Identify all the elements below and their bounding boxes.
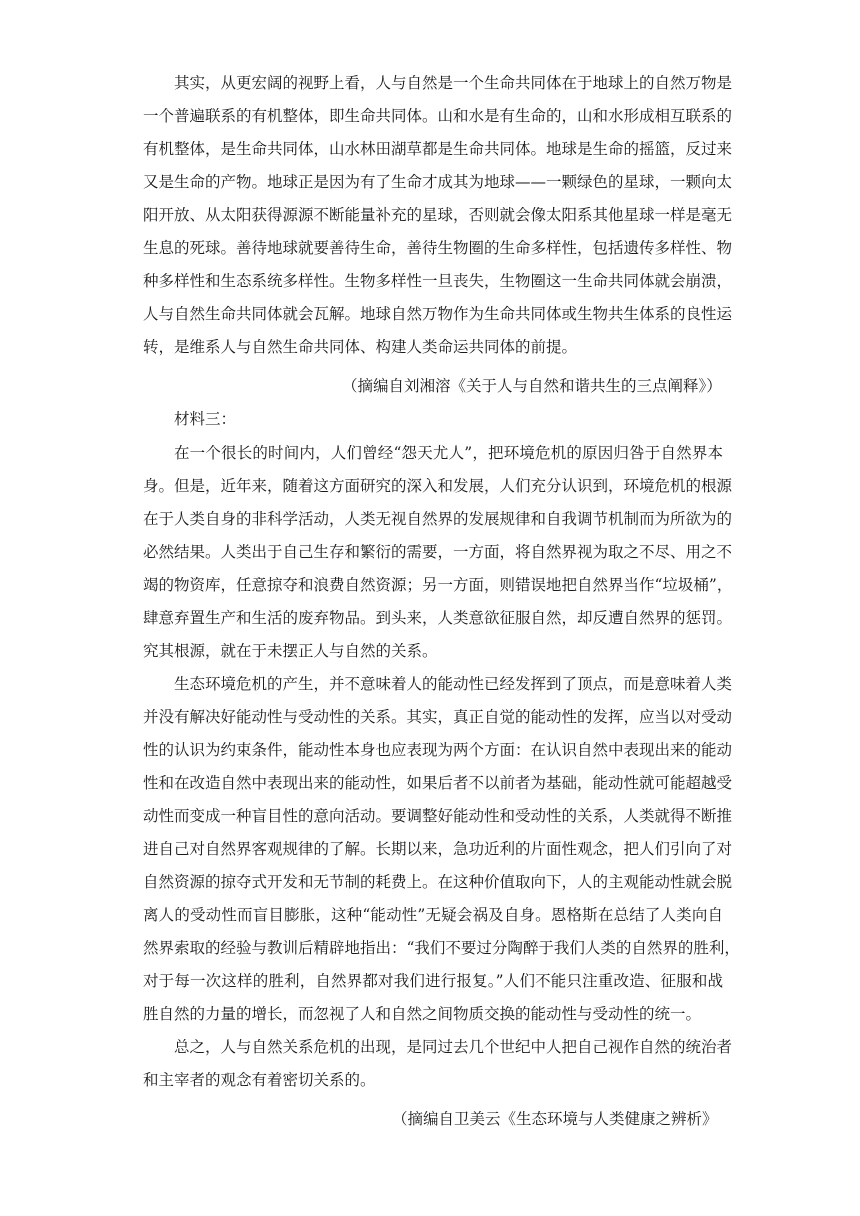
paragraph3-line: 性和在改造自然中表现出来的能动性，如果后者不以前者为基础，能动性就可能超越受 <box>143 774 733 792</box>
paragraph2-line: 必然结果。人类出于自己生存和繁衍的需要，一方面，将自然界视为取之不尽、用之不 <box>143 543 733 561</box>
paragraph1-line: 阳开放、从太阳获得源源不断能量补充的星球，否则就会像太阳系其他星球一样是毫无 <box>143 206 733 224</box>
paragraph2-line: 究其根源，就在于未摆正人与自然的关系。 <box>143 642 438 660</box>
paragraph3-line: 对于每一次这样的胜利，自然界都对我们进行报复。”人们不能只注重改造、征服和战 <box>143 972 723 990</box>
source-citation-1: （摘编自刘湘溶《关于人与自然和谐共生的三点阐释》） <box>342 377 722 395</box>
paragraph2-line: 在一个很长的时间内，人们曾经“怨天尤人”，把环境危机的原因归咎于自然界本 <box>174 444 723 462</box>
paragraph1-line: 又是生命的产物。地球正是因为有了生命才成其为地球——一颗绿色的星球，一颗向太 <box>143 173 733 191</box>
paragraph3-line: 并没有解决好能动性与受动性的关系。其实，真正自觉的能动性的发挥，应当以对受动 <box>143 708 733 726</box>
material3-label: 材料三： <box>174 410 237 428</box>
paragraph3-line: 离人的受动性而盲目膨胀，这种“能动性”无疑会祸及自身。恩格斯在总结了人类向自 <box>143 906 723 924</box>
paragraph4-line: 总之，人与自然关系危机的出现，是同过去几个世纪中人把自己视作自然的统治者 <box>174 1038 733 1056</box>
paragraph4-line: 和主宰者的观念有着密切关系的。 <box>143 1071 376 1089</box>
paragraph1-line: 人与自然生命共同体就会瓦解。地球自然万物作为生命共同体或生物共生体系的良性运 <box>143 305 733 323</box>
paragraph3-line: 自然资源的掠夺式开发和无节制的耗费上。在这种价值取向下，人的主观能动性就会脱 <box>143 873 733 891</box>
paragraph1-line: 生息的死球。善待地球就要善待生命，善待生物圈的生命多样性，包括遗传多样性、物 <box>143 239 733 257</box>
paragraph1-line: 种多样性和生态系统多样性。生物多样性一旦丧失，生物圈这一生命共同体就会崩溃， <box>143 272 733 290</box>
paragraph2-line: 竭的物资库，任意掠夺和浪费自然资源；另一方面，则错误地把自然界当作“垃圾桶”， <box>143 576 733 594</box>
paragraph1-line: 转，是维系人与自然生命共同体、构建人类命运共同体的前提。 <box>143 338 578 356</box>
paragraph2-line: 肆意弃置生产和生活的废弃物品。到头来，人类意欲征服自然，却反遭自然界的惩罚。 <box>143 609 733 627</box>
source-citation-2: （摘编自卫美云《生态环境与人类健康之辨析》 <box>392 1110 718 1128</box>
paragraph3-line: 性的认识为约束条件，能动性本身也应表现为两个方面：在认识自然中表现出来的能动 <box>143 741 733 759</box>
paragraph3-line: 进自己对自然界客观规律的了解。长期以来，急功近利的片面性观念，把人们引向了对 <box>143 840 733 858</box>
paragraph2-line: 在于人类自身的非科学活动，人类无视自然界的发展规律和自我调节机制而为所欲为的 <box>143 510 733 528</box>
paragraph1-line: 其实，从更宏阔的视野上看，人与自然是一个生命共同体在于地球上的自然万物是 <box>174 74 733 92</box>
paragraph1-line: 一个普遍联系的有机整体，即生命共同体。山和水是有生命的，山和水形成相互联系的 <box>143 107 733 125</box>
paragraph3-line: 动性而变成一种盲目性的意向活动。要调整好能动性和受动性的关系，人类就得不断推 <box>143 807 733 825</box>
paragraph3-line: 生态环境危机的产生，并不意味着人的能动性已经发挥到了顶点，而是意味着人类 <box>174 675 733 693</box>
paragraph1-line: 有机整体，是生命共同体，山水林田湖草都是生命共同体。地球是生命的摇篮，反过来 <box>143 140 733 158</box>
paragraph3-line: 胜自然的力量的增长，而忽视了人和自然之间物质交换的能动性与受动性的统一。 <box>143 1005 702 1023</box>
paragraph3-line: 然界索取的经验与教训后精辟地指出：“我们不要过分陶醉于我们人类的自然界的胜利， <box>143 939 740 957</box>
paragraph2-line: 身。但是，近年来，随着这方面研究的深入和发展，人们充分认识到，环境危机的根源 <box>143 477 733 495</box>
